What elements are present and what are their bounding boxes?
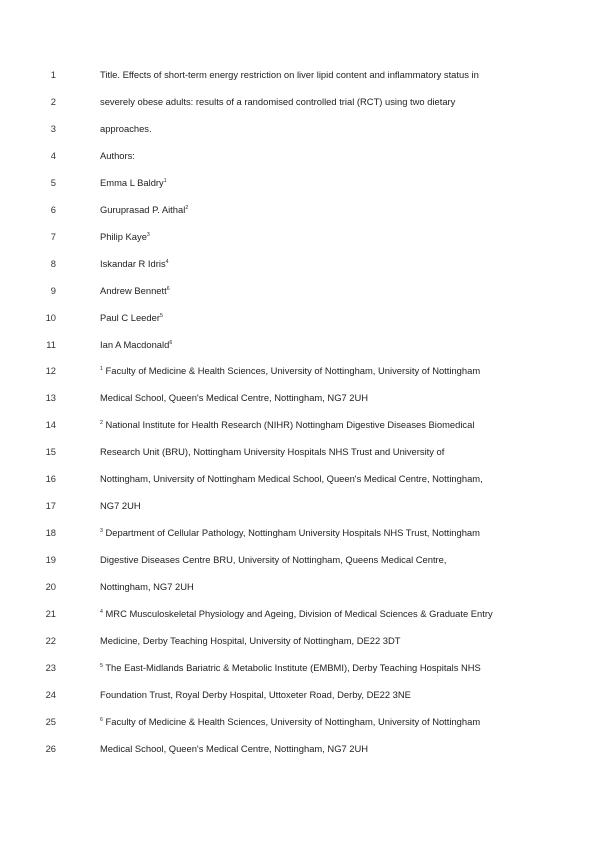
manuscript-line bbox=[0, 339, 595, 366]
line-content: Title. Effects of short-term energy restriction on liver lipid content and inflammatory status in bbox=[100, 69, 479, 80]
line-text bbox=[100, 365, 480, 377]
affiliation-marker: 4 bbox=[100, 609, 103, 616]
manuscript-line bbox=[0, 743, 595, 770]
line-text bbox=[100, 69, 479, 81]
line-number: 16 bbox=[45, 473, 56, 485]
line-number: 20 bbox=[45, 581, 56, 593]
line-content: Emma L Baldry bbox=[100, 176, 164, 188]
manuscript-line bbox=[0, 231, 595, 258]
line-text bbox=[100, 285, 170, 297]
manuscript-line bbox=[0, 312, 595, 339]
manuscript-line bbox=[0, 69, 595, 96]
line-number: 3 bbox=[50, 122, 56, 134]
line-text bbox=[100, 554, 447, 566]
line-content: National Institute for Health Research (NIHR) Nottingham Digestive Diseases Biomedical bbox=[105, 419, 475, 431]
line-text bbox=[100, 743, 368, 755]
affiliation-marker: 3 bbox=[100, 528, 103, 535]
manuscript-line bbox=[0, 608, 595, 635]
line-number: 22 bbox=[45, 635, 56, 647]
line-text bbox=[100, 96, 455, 108]
line-number: 13 bbox=[45, 392, 56, 404]
affiliation-marker: 1 bbox=[100, 366, 103, 373]
manuscript-line bbox=[0, 554, 595, 581]
line-content: Andrew Bennett bbox=[100, 284, 167, 296]
line-text bbox=[100, 231, 150, 243]
line-number: 23 bbox=[45, 661, 56, 673]
line-number: 7 bbox=[50, 230, 56, 242]
line-number: 12 bbox=[45, 365, 56, 377]
line-content: Digestive Diseases Centre BRU, University of Nottingham, Queens Medical Centre, bbox=[100, 554, 447, 566]
line-number: 1 bbox=[50, 69, 56, 80]
manuscript-line bbox=[0, 96, 595, 123]
line-number: 2 bbox=[50, 95, 56, 107]
manuscript-line bbox=[0, 365, 595, 392]
line-content: Medical School, Queen's Medical Centre, Nottingham, NG7 2UH bbox=[100, 392, 369, 404]
line-content: Philip Kaye bbox=[100, 230, 147, 242]
line-text bbox=[100, 123, 152, 135]
line-number: 17 bbox=[45, 500, 56, 512]
line-text bbox=[100, 716, 480, 728]
line-text bbox=[100, 527, 480, 539]
line-number: 10 bbox=[45, 311, 56, 323]
manuscript-line bbox=[0, 527, 595, 554]
line-text bbox=[100, 419, 474, 431]
line-number: 24 bbox=[45, 688, 56, 700]
line-number: 8 bbox=[50, 257, 56, 269]
line-number: 5 bbox=[50, 176, 56, 188]
line-content: Department of Cellular Pathology, Nottingham University Hospitals NHS Trust, Nottingham bbox=[105, 527, 480, 539]
manuscript-line bbox=[0, 123, 595, 150]
line-number: 6 bbox=[50, 203, 56, 215]
line-content: Nottingham, University of Nottingham Medical School, Queen's Medical Centre, Nottingham, bbox=[100, 473, 483, 485]
line-content: Faculty of Medicine & Health Sciences, University of Nottingham, University of Nottingham bbox=[105, 365, 481, 377]
manuscript-line bbox=[0, 662, 595, 689]
line-text bbox=[100, 581, 194, 593]
line-content: The East-Midlands Bariatric & Metabolic Institute (EMBMI), Derby Teaching Hospitals NHS bbox=[105, 661, 481, 673]
line-number: 15 bbox=[45, 446, 56, 458]
affiliation-marker: 2 bbox=[100, 420, 103, 427]
line-text bbox=[100, 392, 368, 404]
manuscript-line bbox=[0, 204, 595, 231]
line-text bbox=[100, 662, 481, 674]
manuscript-line bbox=[0, 446, 595, 473]
line-content: severely obese adults: results of a randomised controlled trial (RCT) using two dietary bbox=[100, 95, 456, 107]
line-content: Authors: bbox=[100, 149, 135, 161]
line-text bbox=[100, 500, 141, 512]
manuscript-line bbox=[0, 716, 595, 743]
author-affiliation-superscript: 4 bbox=[165, 258, 169, 265]
line-content: Faculty of Medicine & Health Sciences, University of Nottingham, University of Nottingham bbox=[105, 715, 481, 727]
author-affiliation-superscript: 6 bbox=[166, 285, 170, 292]
line-number: 18 bbox=[45, 527, 56, 539]
line-content: approaches. bbox=[100, 122, 152, 134]
line-content: MRC Musculoskeletal Physiology and Ageing, Division of Medical Sciences & Graduate Entry bbox=[105, 608, 493, 620]
line-text bbox=[100, 635, 400, 647]
manuscript-line bbox=[0, 285, 595, 312]
line-content: Medicine, Derby Teaching Hospital, University of Nottingham, DE22 3DT bbox=[100, 635, 401, 647]
line-content: Guruprasad P. Aithal bbox=[100, 203, 186, 215]
manuscript-line bbox=[0, 258, 595, 285]
line-number: 9 bbox=[50, 284, 56, 296]
line-text bbox=[100, 150, 135, 162]
line-number: 25 bbox=[45, 715, 56, 727]
manuscript-line bbox=[0, 177, 595, 204]
line-text bbox=[100, 204, 188, 216]
line-text bbox=[100, 258, 169, 270]
line-content: Medical School, Queen's Medical Centre, Nottingham, NG7 2UH bbox=[100, 742, 369, 754]
manuscript-line bbox=[0, 419, 595, 446]
manuscript-line bbox=[0, 392, 595, 419]
line-content: Research Unit (BRU), Nottingham University Hospitals NHS Trust and University of bbox=[100, 446, 445, 458]
affiliation-marker: 5 bbox=[100, 662, 103, 669]
line-text bbox=[100, 177, 167, 189]
manuscript-line bbox=[0, 150, 595, 177]
affiliation-marker: 6 bbox=[100, 716, 103, 723]
author-affiliation-superscript: 5 bbox=[159, 312, 163, 319]
line-text bbox=[100, 312, 163, 324]
line-number: 19 bbox=[45, 554, 56, 566]
author-affiliation-superscript: 2 bbox=[185, 204, 189, 211]
author-affiliation-superscript: 6 bbox=[169, 339, 173, 346]
line-text bbox=[100, 446, 444, 458]
author-affiliation-superscript: 3 bbox=[146, 231, 150, 238]
manuscript-lines bbox=[0, 69, 595, 770]
line-number: 26 bbox=[45, 742, 56, 754]
line-content: Paul C Leeder bbox=[100, 311, 160, 323]
manuscript-line bbox=[0, 473, 595, 500]
manuscript-line bbox=[0, 581, 595, 608]
manuscript-line bbox=[0, 500, 595, 527]
line-text bbox=[100, 473, 483, 485]
line-text bbox=[100, 339, 172, 351]
line-number: 11 bbox=[46, 338, 56, 350]
line-number: 4 bbox=[50, 149, 56, 161]
line-content: Nottingham, NG7 2UH bbox=[100, 581, 194, 593]
line-content: NG7 2UH bbox=[100, 500, 141, 512]
manuscript-line bbox=[0, 635, 595, 662]
line-number: 21 bbox=[45, 608, 56, 620]
author-affiliation-superscript: 1 bbox=[163, 177, 167, 184]
line-content: Iskandar R Idris bbox=[100, 257, 166, 269]
line-content: Foundation Trust, Royal Derby Hospital, Uttoxeter Road, Derby, DE22 3NE bbox=[100, 688, 411, 700]
line-content: Ian A Macdonald bbox=[100, 338, 170, 350]
line-text bbox=[100, 608, 493, 620]
line-text bbox=[100, 689, 411, 701]
line-number: 14 bbox=[45, 419, 56, 431]
manuscript-line bbox=[0, 689, 595, 716]
